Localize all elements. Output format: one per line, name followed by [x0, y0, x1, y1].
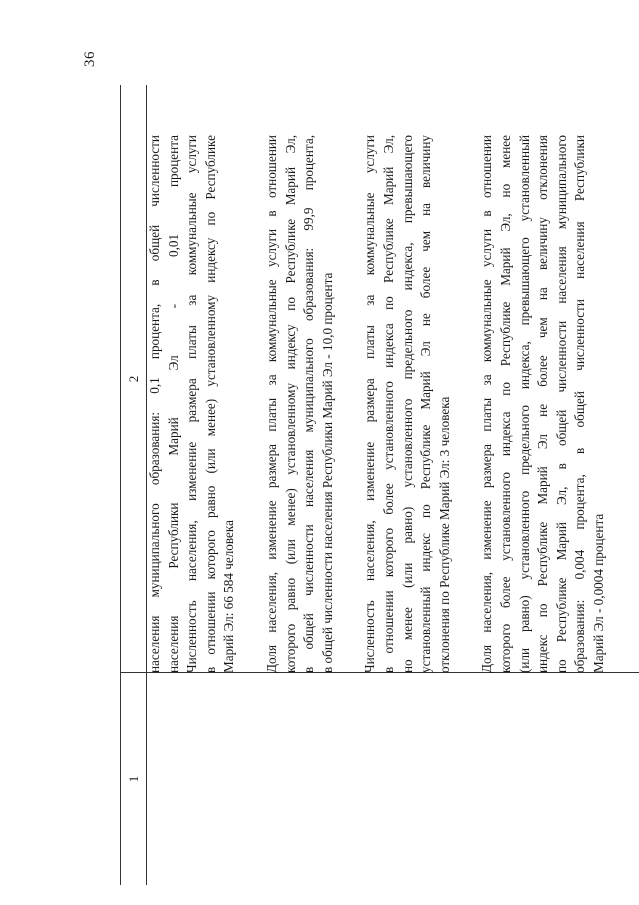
- text-line: Доля населения, изменение размера платы за коммунальные услуги в отношении: [263, 135, 279, 673]
- text-line: населения Республики Марий Эл - 0,01 процента: [165, 135, 181, 673]
- text-line: образования: 0,004 процента, в общей численности населения Республики: [572, 135, 588, 673]
- text-line: Численность населения, изменение размера платы за коммунальные услуги: [362, 135, 378, 673]
- text-line: Доля населения, изменение размера платы за коммунальные услуги в отношении: [479, 135, 495, 673]
- text-line: индекс по Республике Марий Эл не более чем на величину отклонения: [535, 135, 551, 673]
- paragraph-1: [146, 135, 239, 673]
- text-line: населения муниципального образования: 0,1 процента, в общей численности: [147, 135, 162, 673]
- text-line: Марий Эл: 66 584 человека: [221, 520, 237, 673]
- text-line: установленный индекс по Республике Марий Эл не более чем на величину: [418, 135, 434, 673]
- text-line: в общей численности населения муниципального образования: 99,9 процента,: [301, 135, 317, 673]
- paragraph-3: [361, 135, 454, 673]
- text-line: в общей численности населения Республики Марий Эл - 10,0 процента: [319, 272, 335, 673]
- text-line: но менее (или равно) установленного предельного индекса, превышающего: [399, 135, 415, 673]
- text-line: Численность населения, изменение размера платы за коммунальные услуги: [184, 135, 200, 673]
- page-number: 36: [82, 51, 98, 67]
- text-line: в отношении которого равно (или менее) установленному индексу по Республике: [202, 135, 218, 673]
- column-header-2: 2: [126, 375, 141, 383]
- column-header-1: 1: [126, 775, 141, 783]
- text-line: по Республике Марий Эл, в общей численности населения муниципального: [553, 135, 569, 673]
- text-line: в отношении которого более установленного индекса по Республике Марий Эл,: [380, 135, 396, 673]
- table-top-border: [120, 85, 121, 885]
- text-line: (или равно) установленного предельного индекса, превышающего установленный: [516, 135, 532, 673]
- paragraph-4: [478, 135, 608, 673]
- text-line: которого равно (или менее) установленному индексу по Республике Марий Эл,: [282, 135, 298, 673]
- text-line: Марий Эл - 0,0004 процента: [590, 513, 606, 673]
- paragraph-2: [263, 135, 337, 673]
- text-line: которого более установленного индекса по Республике Марий Эл, но менее: [497, 135, 513, 673]
- table-cell-content: [146, 135, 608, 673]
- text-line: отклонения по Республике Марий Эл: 3 человека: [436, 396, 452, 673]
